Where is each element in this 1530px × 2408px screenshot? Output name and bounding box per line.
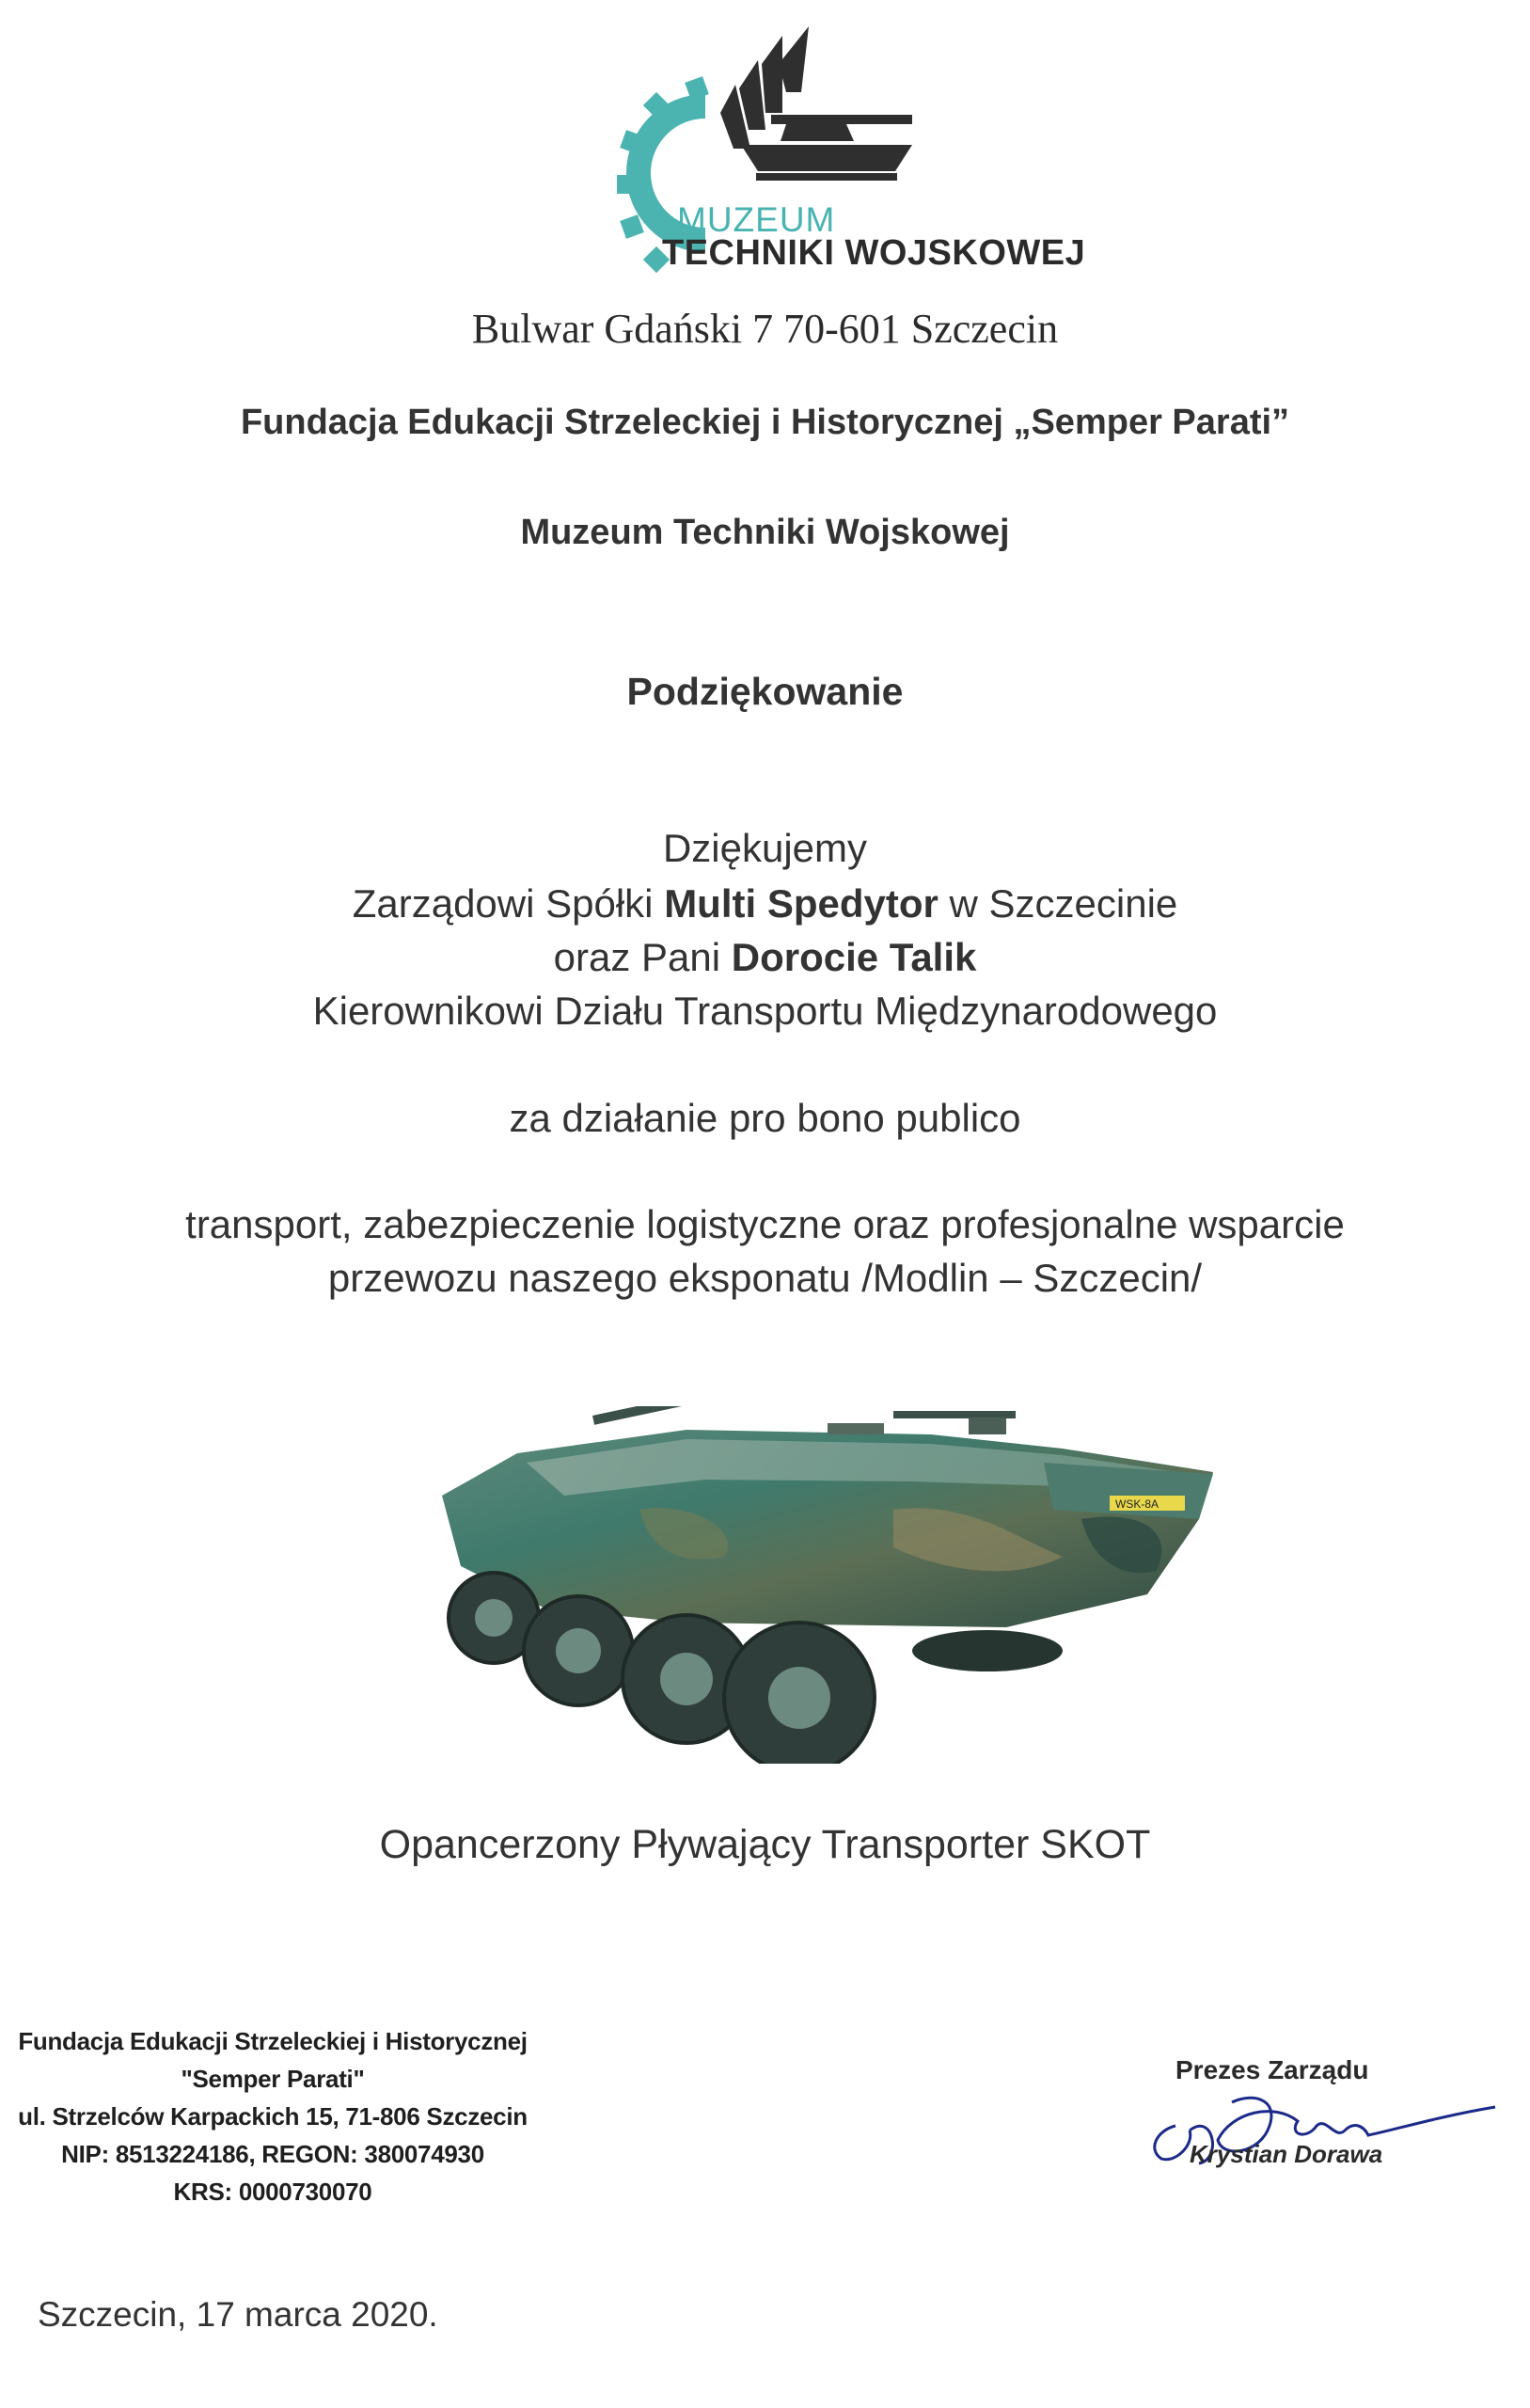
recipient-company-line [0, 881, 1530, 927]
stamp-line-5: KRS: 0000730070 [173, 2178, 372, 2206]
thanks-line: Dziękujemy [662, 826, 868, 870]
document-heading: Podziękowanie [626, 670, 904, 713]
license-plate: WSK-8A [1115, 1497, 1159, 1511]
stamp-line-4: NIP: 8513224186, REGON: 380074930 [61, 2140, 484, 2168]
museum-name: Muzeum Techniki Wojskowej [520, 513, 1010, 552]
recipient-person-line [0, 935, 1530, 980]
foundation-name: Fundacja Edukacji Strzeleckiej i Historycznej „Semper Parati” [240, 403, 1290, 442]
reason-line-2: przewozu naszego eksponatu /Modlin – Szczecin/ [327, 1256, 1203, 1300]
signature-block [1110, 2055, 1505, 2187]
foundation-stamp [9, 2022, 536, 2210]
stamp-line-3: ul. Strzelców Karpackich 15, 71-806 Szczecin [18, 2102, 528, 2131]
address: Bulwar Gdański 7 70-601 Szczecin [471, 306, 1059, 352]
vehicle-caption: Opancerzony Pływający Transporter SKOT [379, 1822, 1151, 1867]
text-span: Zarządowi Spółki [352, 881, 665, 926]
document-date: Szczecin, 17 marca 2020. [38, 2295, 438, 2334]
stamp-line-2: "Semper Parati" [181, 2065, 365, 2093]
pro-bono-line: za działanie pro bono publico [509, 1096, 1021, 1140]
company-name: Multi Spedytor [664, 881, 939, 926]
signature-title: Prezes Zarządu [1175, 2055, 1369, 2084]
signature-name: Krystian Dorawa [1190, 2140, 1383, 2168]
reason-line-1: transport, zabezpieczenie logistyczne oraz profesjonalne wsparcie [185, 1202, 1345, 1246]
stamp-line-1: Fundacja Edukacji Strzeleckiej i Historycznej [18, 2027, 528, 2055]
armored-vehicle-image [404, 1406, 1251, 1764]
museum-logo [564, 26, 1110, 273]
text-span: w Szczecinie [938, 881, 1178, 926]
text-span: oraz Pani [553, 935, 732, 979]
person-name: Dorocie Talik [731, 935, 977, 979]
logo-muzeum-text: MUZEUM [677, 200, 836, 239]
recipient-role-line: Kierownikowi Działu Transportu Międzynarodowego [312, 989, 1218, 1033]
logo-techniki-text: TECHNIKI WOJSKOWEJ [662, 233, 1086, 273]
